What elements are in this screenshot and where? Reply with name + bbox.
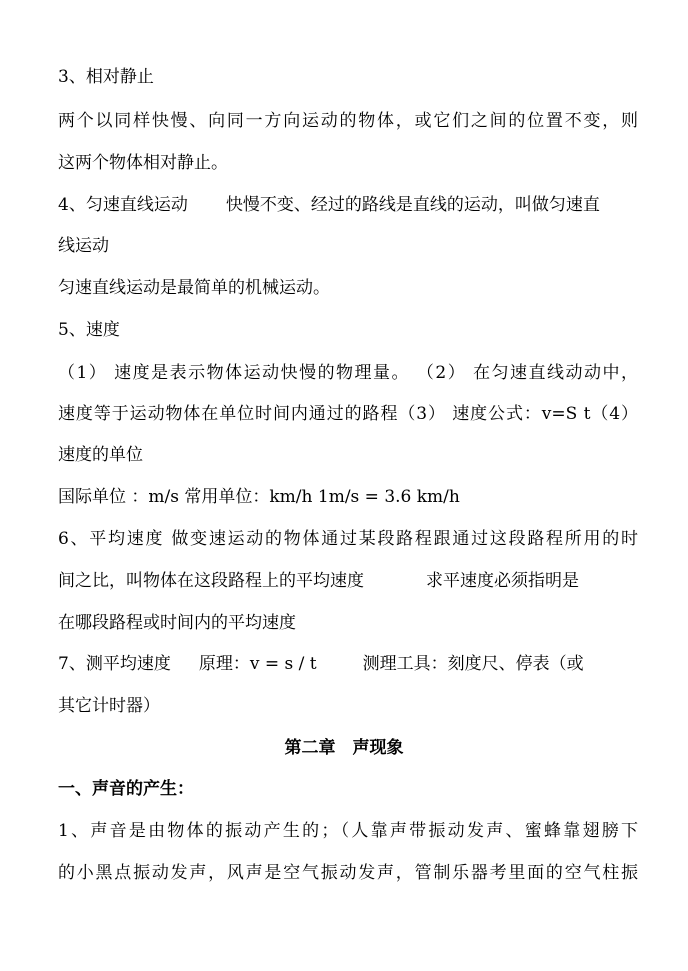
paragraph-line: 在哪段路程或时间内的平均速度 [58, 613, 296, 633]
paragraph-line [58, 194, 638, 216]
paragraph-line: （1） 速度是表示物体运动快慢的物理量。 （2） 在匀速直线动动中， [58, 363, 638, 383]
heading-average-speed: 7、测平均速度 [58, 654, 171, 674]
section-title: 一、声音的产生： [58, 779, 194, 799]
paragraph-line: 的小黑点振动发声，风声是空气振动发声，管制乐器考里面的空气柱振 [58, 863, 638, 883]
definition-text: 快慢不变、经过的路线是直线的运动，叫做匀速直 [225, 195, 600, 215]
principle-text: 原理：v = s / t [198, 654, 317, 674]
paragraph-line: 线运动 [58, 236, 109, 256]
paragraph-line [58, 570, 638, 592]
paragraph-line: 匀速直线运动是最简单的机械运动。 [58, 278, 330, 298]
line-part: 求平速度必须指明是 [426, 571, 579, 591]
paragraph-line: 这两个物体相对静止。 [58, 153, 228, 173]
heading-speed: 5、速度 [58, 320, 120, 340]
heading-uniform-motion: 4、匀速直线运动 [58, 195, 188, 215]
paragraph-line: 两个以同样快慢、向同一方向运动的物体，或它们之间的位置不变，则 [58, 111, 638, 131]
paragraph-line: 6、平均速度 做变速运动的物体通过某段路程跟通过这段路程所用的时 [58, 529, 638, 549]
paragraph-line: 速度的单位 [58, 445, 143, 465]
paragraph-line [58, 653, 638, 675]
line-part: 间之比，叫物体在这段路程上的平均速度 [58, 571, 364, 591]
paragraph-line: 国际单位 ：m/s 常用单位：km/h 1m/s = 3.6 km/h [58, 487, 460, 507]
paragraph-line: 速度等于运动物体在单位时间内通过的路程（3） 速度公式：v=S t（4） [58, 404, 638, 424]
chapter-title: 第二章 声现象 [284, 738, 404, 758]
paragraph-line: 其它计时器） [58, 696, 160, 716]
tools-text: 测理工具：刻度尺、停表（或 [362, 654, 584, 674]
heading-relative-rest: 3、相对静止 [58, 67, 154, 87]
paragraph-line: 1、声音是由物体的振动产生的；（人靠声带振动发声、蜜蜂靠翅膀下 [58, 821, 638, 841]
